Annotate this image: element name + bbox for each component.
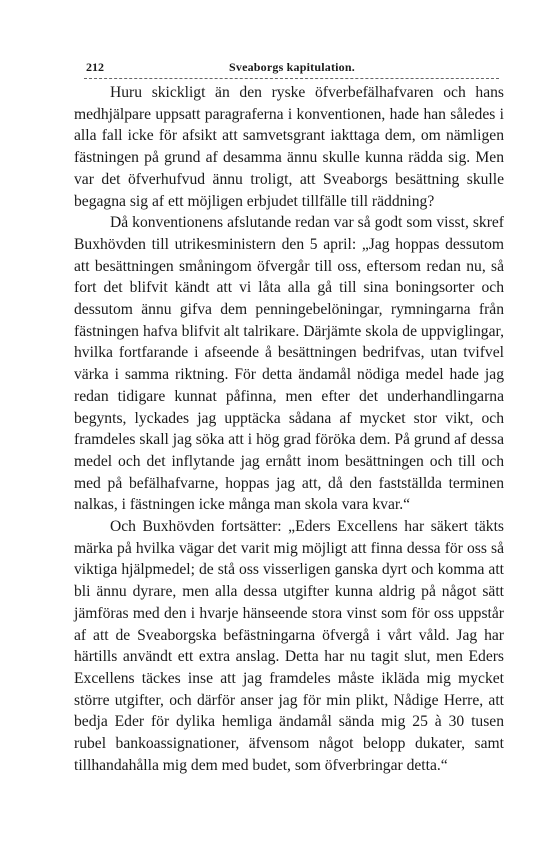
paragraph: Huru skickligt än den ryske öfverbefälhafvaren och hans medhjälpare uppsatt paragraferna i konventionen, hade han således i alla fall icke för afsikt att samvetsgrant iakttaga dem, om nämligen fästningen på grund af desamma ännu skulle kunna rädda sig. Men var det öfverhufvud ännu troligt, att Sveaborgs besättning skulle begagna sig af ett möjligen erbjudet tillfälle till räddning? — [74, 84, 504, 210]
body-text — [74, 82, 504, 777]
running-title: Sveaborgs kapitulation. — [229, 60, 355, 74]
paragraph: Då konventionens afslutande redan var så godt som visst, skref Buxhövden till utrikesministern den 5 april: „Jag hoppas dessutom att besättningen småningom öfvergår till oss, eftersom redan nu, så fort det blifvit kändt att vi låta alla gå till sina boningsorter och dessutom ännu gifva dem penningebelöningar, rymningarna från fästningen hafva blifvit alt talrikare. Därjämte skola de uppviglingar, hvilka fortfarande i afseende å besättningen bedrifvas, utan tvifvel värka i samma riktning. För detta ändamål nödiga medel hade jag redan tidigare kunnat påfinna, men efter det underhandlingarna begynts, lyckades jag upptäcka sådana af mycket stor vikt, och framdeles skall jag söka att i hög grad föröka dem. På grund af dessa medel och det inflytande jag ernått inom besättningen och till och med på befälhafvarne, hoppas jag att, då den fastställda terminen nalkas, i fästningen icke många man skola vara kvar.“ — [74, 214, 504, 514]
book-page — [74, 56, 504, 777]
running-header — [74, 56, 504, 76]
page-number: 212 — [86, 60, 104, 74]
header-rule — [84, 78, 499, 79]
paragraph: Och Buxhövden fortsätter: „Eders Excellens har säkert täkts märka på hvilka vägar det varit mig möjligt att finna dessa för oss så viktiga hjälpmedel; de stå oss visserligen ganska dyrt och komma att bli ännu dyrare, men alla dessa utgifter kunna aldrig på något sätt jämföras med den i hvarje hänseende stora vinst som för oss uppstår af att de Sveaborgska befästningarna öfvergå i vårt våld. Jag har härtills användt ett extra anslag. Detta har nu tagit slut, men Eders Excellens täckes inse att jag framdeles måste ikläda mig mycket större utgifter, och därför anser jag för min plikt, Nådige Herre, att bedja Eder för dylika hemliga ändamål sända mig 25 à 30 tusen rubel bankoassignationer, äfvensom något belopp dukater, samt tillhandahålla mig dem med budet, som öfverbringar detta.“ — [74, 518, 504, 774]
